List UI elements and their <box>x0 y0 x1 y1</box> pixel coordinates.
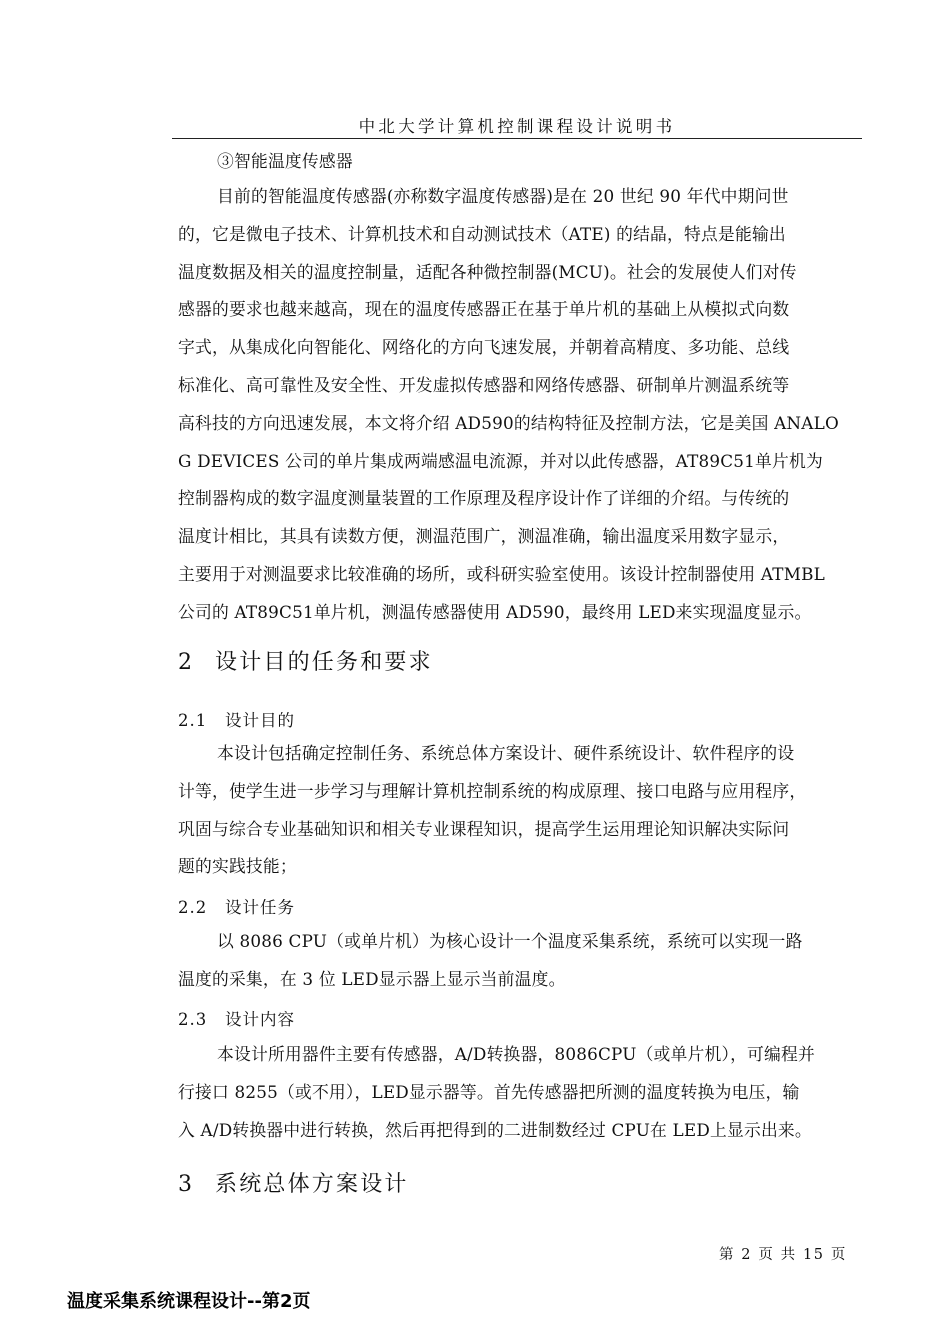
paragraph-line: 本设计包括确定控制任务、系统总体方案设计、硬件系统设计、软件程序的设 <box>217 743 795 763</box>
section-title: 设计目的任务和要求 <box>215 650 433 675</box>
paragraph-line: 题的实践技能； <box>178 856 297 877</box>
subsection-number: 2.2 <box>178 898 208 917</box>
section-number: 2 <box>178 650 195 675</box>
header-divider <box>172 138 862 139</box>
subheading-smart-sensor <box>178 143 862 181</box>
paragraph-design-content <box>178 1036 862 1149</box>
subsection-2-3-heading <box>178 1006 295 1030</box>
section-2-heading <box>178 645 433 676</box>
subsection-title: 设计任务 <box>225 898 295 917</box>
section-title: 系统总体方案设计 <box>215 1172 409 1197</box>
subsection-number: 2.3 <box>178 1010 208 1029</box>
paragraph-line: 计等，使学生进一步学习与理解计算机控制系统的构成原理、接口电路与应用程序， <box>178 780 807 801</box>
paragraph-line: 高科技的方向迅速发展，本文将介绍 AD590的结构特征及控制方法，它是美国 ANALO <box>178 412 839 433</box>
paragraph-line: 目前的智能温度传感器(亦称数字温度传感器)是在 20 世纪 90 年代中期问世 <box>217 186 789 206</box>
page-number-info: 第 2 页 共 15 页 <box>719 1247 847 1263</box>
paragraph-design-purpose <box>178 735 862 886</box>
paragraph-line: 字式，从集成化向智能化、网络化的方向飞速发展，并朝着高精度、多功能、总线 <box>178 337 790 358</box>
paragraph-line: 温度的采集，在 3 位 LED显示器上显示当前温度。 <box>178 968 566 989</box>
page-header-title: 中北大学计算机控制课程设计说明书 <box>358 117 676 136</box>
paragraph-design-task <box>178 923 862 999</box>
paragraph-line: 温度计相比，其具有读数方便，测温范围广，测温准确，输出温度采用数字显示， <box>178 526 790 547</box>
paragraph-line: 行接口 8255（或不用），LED显示器等。首先传感器把所测的温度转换为电压，输 <box>178 1081 800 1102</box>
paragraph-line: 控制器构成的数字温度测量装置的工作原理及程序设计作了详细的介绍。与传统的 <box>178 488 790 509</box>
document-caption: 温度采集系统课程设计--第2页 <box>67 1291 311 1312</box>
paragraph-line: 的，它是微电子技术、计算机技术和自动测试技术（ATE) 的结晶，特点是能输出 <box>178 223 786 244</box>
paragraph-line: 本设计所用器件主要有传感器，A/D转换器，8086CPU（或单片机），可编程并 <box>217 1044 815 1064</box>
subsection-title: 设计内容 <box>225 1010 295 1029</box>
paragraph-line: 主要用于对测温要求比较准确的场所，或科研实验室使用。该设计控制器使用 ATMBL <box>178 563 825 584</box>
section-number: 3 <box>178 1172 195 1197</box>
section-3-heading <box>178 1167 409 1198</box>
paragraph-smart-sensor <box>178 178 862 632</box>
paragraph-line: 标准化、高可靠性及安全性、开发虚拟传感器和网络传感器、研制单片测温系统等 <box>178 374 790 395</box>
paragraph-line: 感器的要求也越来越高，现在的温度传感器正在基于单片机的基础上从模拟式向数 <box>178 299 790 320</box>
paragraph-line: 以 8086 CPU（或单片机）为核心设计一个温度采集系统，系统可以实现一路 <box>217 931 803 951</box>
paragraph-line: 温度数据及相关的温度控制量，适配各种微控制器(MCU)。社会的发展使人们对传 <box>178 261 797 282</box>
subsection-title: 设计目的 <box>225 711 295 730</box>
subsection-number: 2.1 <box>178 711 208 730</box>
subsection-2-2-heading <box>178 894 295 918</box>
paragraph-line: 公司的 AT89C51单片机，测温传感器使用 AD590，最终用 LED来实现温度显示。 <box>178 601 812 622</box>
paragraph-line: 入 A/D转换器中进行转换，然后再把得到的二进制数经过 CPU在 LED上显示出来。 <box>178 1119 812 1140</box>
subsection-2-1-heading <box>178 707 295 731</box>
paragraph-line: 巩固与综合专业基础知识和相关专业课程知识，提高学生运用理论知识解决实际问 <box>178 818 790 839</box>
subheading-text: ③智能温度传感器 <box>217 151 353 171</box>
paragraph-line: G DEVICES 公司的单片集成两端感温电流源，并对以此传感器，AT89C51单片机为 <box>178 450 823 471</box>
